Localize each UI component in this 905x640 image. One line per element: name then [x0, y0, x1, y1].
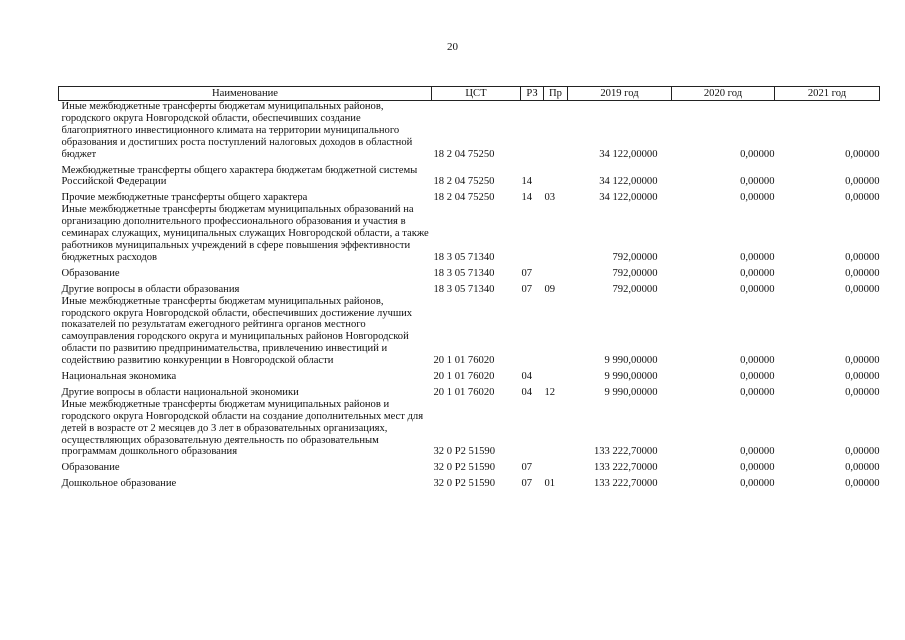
row-2021: 0,00000	[845, 267, 880, 279]
row-2019: 34 122,00000	[599, 148, 658, 160]
row-rz: 04	[521, 386, 533, 398]
table-row	[59, 264, 880, 280]
row-2020: 0,00000	[740, 176, 775, 188]
row-2019: 792,00000	[612, 283, 658, 295]
table-row	[59, 458, 880, 474]
row-2019: 9 990,00000	[604, 355, 658, 367]
budget-table	[58, 86, 880, 490]
row-2021: 0,00000	[845, 446, 880, 458]
row-rz: 14	[521, 176, 533, 188]
header-rz: РЗ	[521, 87, 544, 101]
row-pr	[544, 204, 568, 264]
row-rz	[521, 399, 544, 459]
row-2021: 0,00000	[845, 355, 880, 367]
row-pr	[544, 264, 568, 280]
header-2020: 2020 год	[672, 87, 775, 101]
row-pr	[544, 161, 568, 189]
header-pr: Пр	[544, 87, 568, 101]
row-name: Другие вопросы в области образования	[61, 283, 240, 295]
row-2019: 9 990,00000	[604, 371, 658, 383]
header-2019: 2019 год	[568, 87, 672, 101]
row-cst: 18 2 04 75250	[433, 192, 495, 204]
row-name: Иные межбюджетные трансферты бюджетам муниципальных образований на организацию дополнительного профессионального образования и участия в семинарах служащих, муниципальных служащих Новгородской области, а также работников муниципальных учреждений в сфере повышения эффективности бюджетных расходов	[61, 204, 429, 263]
row-2020: 0,00000	[740, 446, 775, 458]
row-2019: 792,00000	[612, 251, 658, 263]
row-cst: 20 1 01 76020	[433, 386, 495, 398]
table-row	[59, 188, 880, 204]
row-rz: 04	[521, 371, 533, 383]
row-2020: 0,00000	[740, 371, 775, 383]
row-2020: 0,00000	[740, 283, 775, 295]
row-2020: 0,00000	[740, 478, 775, 490]
row-cst: 18 3 05 71340	[433, 267, 495, 279]
row-pr	[544, 296, 568, 367]
table-row	[59, 383, 880, 399]
header-cst: ЦСТ	[432, 87, 521, 101]
row-2021: 0,00000	[845, 462, 880, 474]
row-2021: 0,00000	[845, 386, 880, 398]
row-name: Межбюджетные трансферты общего характера бюджетам бюджетной системы Российской Федерации	[61, 164, 418, 188]
row-rz	[521, 101, 544, 161]
table-header-row	[59, 87, 880, 101]
table-row	[59, 296, 880, 367]
row-2019: 133 222,70000	[593, 478, 658, 490]
row-pr: 01	[544, 478, 556, 490]
row-rz: 07	[521, 267, 533, 279]
table-row	[59, 204, 880, 264]
row-pr: 09	[544, 283, 556, 295]
row-2020: 0,00000	[740, 148, 775, 160]
row-cst: 32 0 P2 51590	[433, 478, 496, 490]
row-pr	[544, 367, 568, 383]
row-2021: 0,00000	[845, 371, 880, 383]
row-cst: 20 1 01 76020	[433, 371, 495, 383]
row-cst: 18 3 05 71340	[433, 283, 495, 295]
table-row	[59, 101, 880, 161]
row-name: Национальная экономика	[61, 371, 177, 383]
row-pr: 12	[544, 386, 556, 398]
row-2021: 0,00000	[845, 251, 880, 263]
row-name: Иные межбюджетные трансферты бюджетам муниципальных районов, городского округа Новгородской области, обеспечивших достижение лучших показателей по результатам ежегодного рейтинга органов местного самоуправления городского округа и муниципальных районов Новгородской области по развитию предпринимательства, привлечению инвестиций и содействию развитию конкуренции в Новгородской области	[61, 295, 413, 367]
row-cst: 18 2 04 75250	[433, 176, 495, 188]
row-2019: 133 222,70000	[593, 446, 658, 458]
header-2021: 2021 год	[775, 87, 880, 101]
row-2019: 34 122,00000	[599, 192, 658, 204]
row-2019: 9 990,00000	[604, 386, 658, 398]
row-rz: 07	[521, 283, 533, 295]
row-cst: 18 2 04 75250	[433, 148, 495, 160]
row-name: Образование	[61, 462, 120, 474]
row-pr	[544, 458, 568, 474]
row-2019: 792,00000	[612, 267, 658, 279]
row-name: Другие вопросы в области национальной экономики	[61, 386, 299, 398]
row-2019: 133 222,70000	[593, 462, 658, 474]
row-cst: 18 3 05 71340	[433, 251, 495, 263]
row-2021: 0,00000	[845, 283, 880, 295]
row-2020: 0,00000	[740, 386, 775, 398]
row-rz	[521, 296, 544, 367]
row-2020: 0,00000	[740, 192, 775, 204]
page-number: 20	[447, 41, 458, 53]
table-row	[59, 474, 880, 490]
table-row	[59, 280, 880, 296]
row-2021: 0,00000	[845, 148, 880, 160]
row-pr	[544, 101, 568, 161]
row-2020: 0,00000	[740, 462, 775, 474]
row-2020: 0,00000	[740, 251, 775, 263]
row-name: Дошкольное образование	[61, 478, 177, 490]
row-2020: 0,00000	[740, 355, 775, 367]
table-row	[59, 367, 880, 383]
row-2021: 0,00000	[845, 176, 880, 188]
row-pr: 03	[544, 192, 556, 204]
table-row	[59, 399, 880, 459]
row-cst: 32 0 P2 51590	[433, 462, 496, 474]
row-rz: 07	[521, 462, 533, 474]
table-row	[59, 161, 880, 189]
row-2021: 0,00000	[845, 478, 880, 490]
row-name: Прочие межбюджетные трансферты общего характера	[61, 192, 308, 204]
row-name: Образование	[61, 267, 120, 279]
row-pr	[544, 399, 568, 459]
row-rz: 14	[521, 192, 533, 204]
row-cst: 20 1 01 76020	[433, 355, 495, 367]
row-2020: 0,00000	[740, 267, 775, 279]
row-name: Иные межбюджетные трансферты бюджетам муниципальных районов, городского округа Новгородской области, обеспечивших создание благоприятного инвестиционного климата на территории муниципального образования и достигших роста поступлений налоговых доходов в областной бюджет	[61, 101, 413, 160]
row-rz: 07	[521, 478, 533, 490]
row-cst: 32 0 P2 51590	[433, 446, 496, 458]
row-rz	[521, 204, 544, 264]
header-name: Наименование	[59, 87, 432, 101]
row-name: Иные межбюджетные трансферты бюджетам муниципальных районов и городского округа Новгородской области на создание дополнительных мест для детей в возрасте от 2 месяцев до 3 лет в образовательных организациях, осуществляющих образовательную деятельность по образовательным программам дошкольного образования	[61, 398, 424, 458]
row-2021: 0,00000	[845, 192, 880, 204]
row-2019: 34 122,00000	[599, 176, 658, 188]
